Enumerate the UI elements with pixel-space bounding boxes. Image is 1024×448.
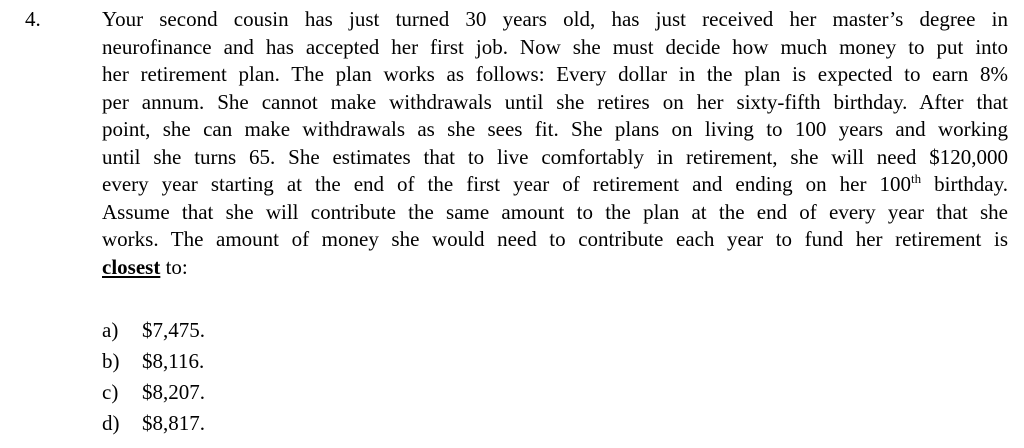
question-line-2: neurofinance and has accepted her first job. Now she must decide how much money to put into	[102, 34, 1008, 59]
option-value: $8,207.	[142, 380, 205, 404]
question-line-4: per annum. She cannot make withdrawals until she retires on her sixty-fifth birthday. After that	[102, 89, 1008, 114]
question-number: 4.	[25, 7, 41, 31]
option-a	[102, 315, 205, 346]
question-final-text: to:	[160, 254, 188, 279]
question-line-9: works. The amount of money she would need to contribute each year to fund her retirement is	[102, 227, 1008, 251]
question-line-3: her retirement plan. The plan works as follows: Every dollar in the plan is expected to earn 8%	[102, 62, 1008, 86]
option-value: $7,475.	[142, 318, 205, 342]
option-letter: c)	[102, 380, 119, 404]
ordinal-suffix: th	[910, 171, 922, 186]
option-b	[102, 346, 205, 377]
question-line-7	[102, 171, 1008, 199]
question-line-7-end: birthday.	[921, 172, 1008, 196]
question-line-5: point, she can make withdrawals as she sees fit. She plans on living to 100 years and working	[102, 117, 1008, 141]
option-letter: d)	[102, 411, 120, 435]
option-value: $8,116.	[142, 349, 205, 373]
option-d	[102, 408, 205, 439]
question-line-10	[102, 254, 1008, 282]
option-letter: b)	[102, 349, 120, 373]
question-body	[102, 6, 1008, 281]
question-line-6: until she turns 65. She estimates that to live comfortably in retirement, she will need $120,000	[102, 144, 1008, 169]
question-line-1: Your second cousin has just turned 30 years old, has just received her master’s degree in	[102, 7, 1008, 31]
question-line-8: Assume that she will contribute the same amount to the plan at the end of every year that she	[102, 199, 1008, 224]
question-line-7-text: every year starting at the end of the first year of retirement and ending on her 100	[102, 172, 911, 196]
option-value: $8,817.	[142, 411, 205, 435]
answer-options	[102, 315, 205, 439]
option-letter: a)	[102, 318, 119, 342]
option-c	[102, 377, 205, 408]
emphasis-closest: closest	[102, 254, 161, 279]
